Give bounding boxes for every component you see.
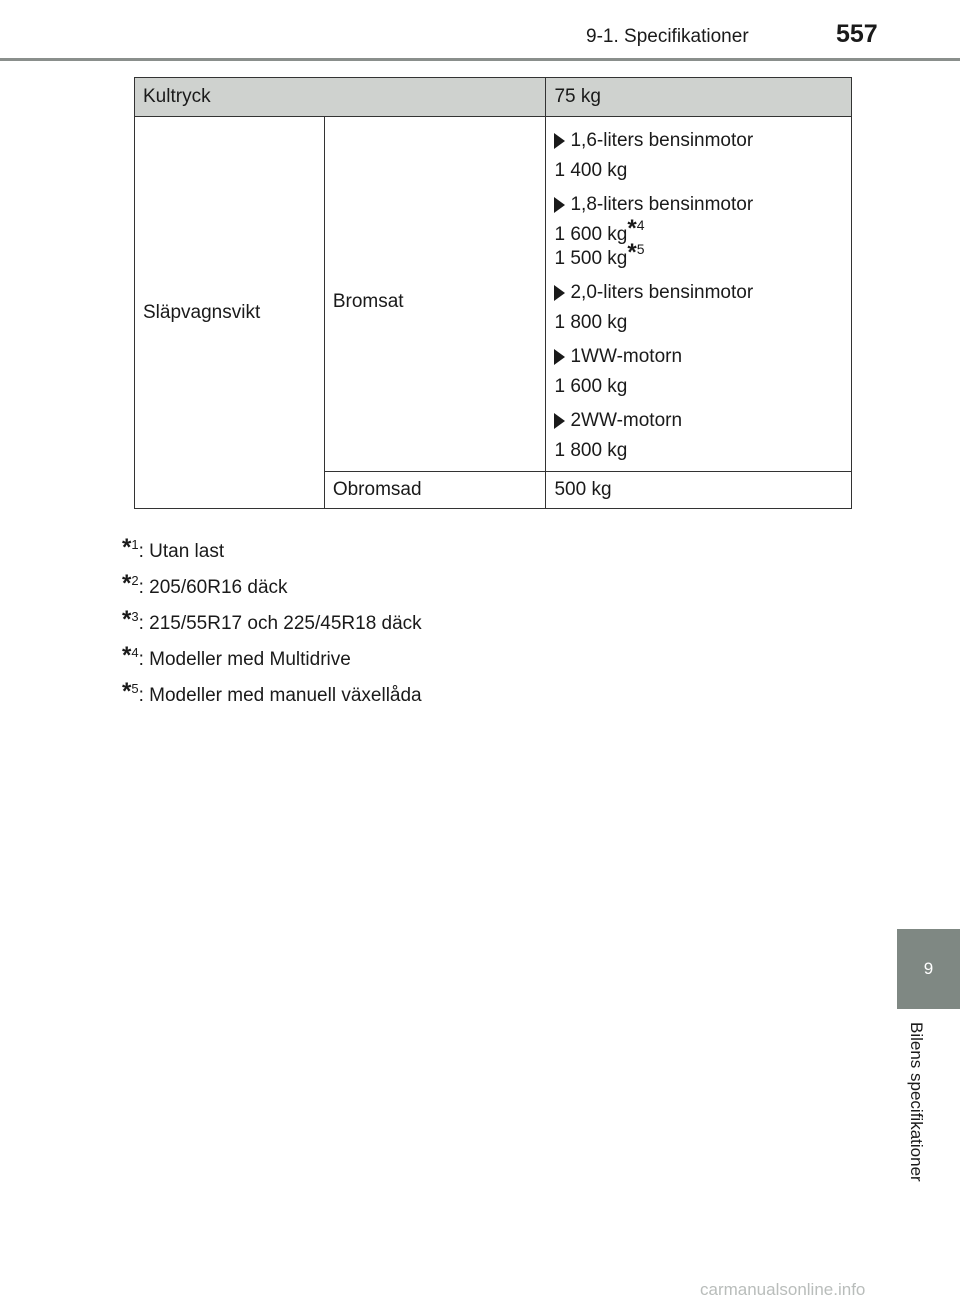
engine-weight: 1 800 kg — [554, 440, 628, 461]
triangle-bullet-icon — [554, 197, 565, 213]
engine-name: 1,8-liters bensinmotor — [554, 193, 843, 217]
header-divider — [0, 58, 960, 61]
footnote-marker: * — [122, 642, 132, 669]
page-number: 557 — [836, 20, 878, 48]
engine-list — [546, 117, 852, 472]
section-title: 9-1. Specifikationer — [586, 26, 749, 47]
table-row — [135, 78, 852, 117]
unbraked-value: 500 kg — [546, 472, 852, 509]
footnote-marker: * — [122, 606, 132, 633]
triangle-bullet-icon — [554, 349, 565, 365]
triangle-bullet-icon — [554, 413, 565, 429]
spec-table — [134, 77, 852, 509]
footnote-marker: * — [627, 215, 637, 242]
triangle-bullet-icon — [554, 133, 565, 149]
footnote: *$^3$: 215/55R17 och 225/45R18 däck — [122, 606, 422, 634]
table-row — [135, 117, 852, 472]
footnote: *$^5$: Modeller med manuell växellåda — [122, 678, 422, 706]
engine-name: 2,0-liters bensinmotor — [554, 281, 843, 305]
engine-weight: 1 600 kg — [554, 376, 628, 397]
footnote: *$^1$: Utan last — [122, 534, 225, 562]
towbar-load-value: 75 kg — [546, 78, 852, 117]
chapter-title: Bilens specifikationer — [907, 1022, 926, 1182]
footnote-marker: * — [122, 570, 132, 597]
engine-entry — [554, 345, 843, 399]
engine-name: 1,6-liters bensinmotor — [554, 129, 843, 153]
engine-entry — [554, 129, 843, 183]
towbar-load-label: Kultryck — [135, 78, 546, 117]
engine-weight: 1 400 kg — [554, 160, 628, 181]
engine-entry — [554, 281, 843, 335]
braked-label: Bromsat — [324, 117, 546, 472]
footnote: *$^4$: Modeller med Multidrive — [122, 642, 351, 670]
engine-weight: 1 800 kg — [554, 312, 628, 333]
unbraked-label: Obromsad — [324, 472, 546, 509]
engine-name: 2WW-motorn — [554, 409, 843, 433]
footnotes — [122, 536, 422, 716]
watermark: carmanualsonline.info — [700, 1280, 866, 1299]
engine-entry — [554, 193, 843, 271]
chapter-tab: 9 — [897, 929, 960, 1009]
footnote-marker: * — [122, 534, 132, 561]
engine-entry — [554, 409, 843, 463]
footnote-marker: * — [122, 678, 132, 705]
triangle-bullet-icon — [554, 285, 565, 301]
trailer-weight-label: Släpvagnsvikt — [135, 117, 325, 509]
engine-weight: 1 600 kg*$^4$ 1 500 kg*$^5$ — [554, 215, 645, 269]
footnote: *$^2$: 205/60R16 däck — [122, 570, 288, 598]
footnote-marker: * — [627, 239, 637, 266]
engine-name: 1WW-motorn — [554, 345, 843, 369]
